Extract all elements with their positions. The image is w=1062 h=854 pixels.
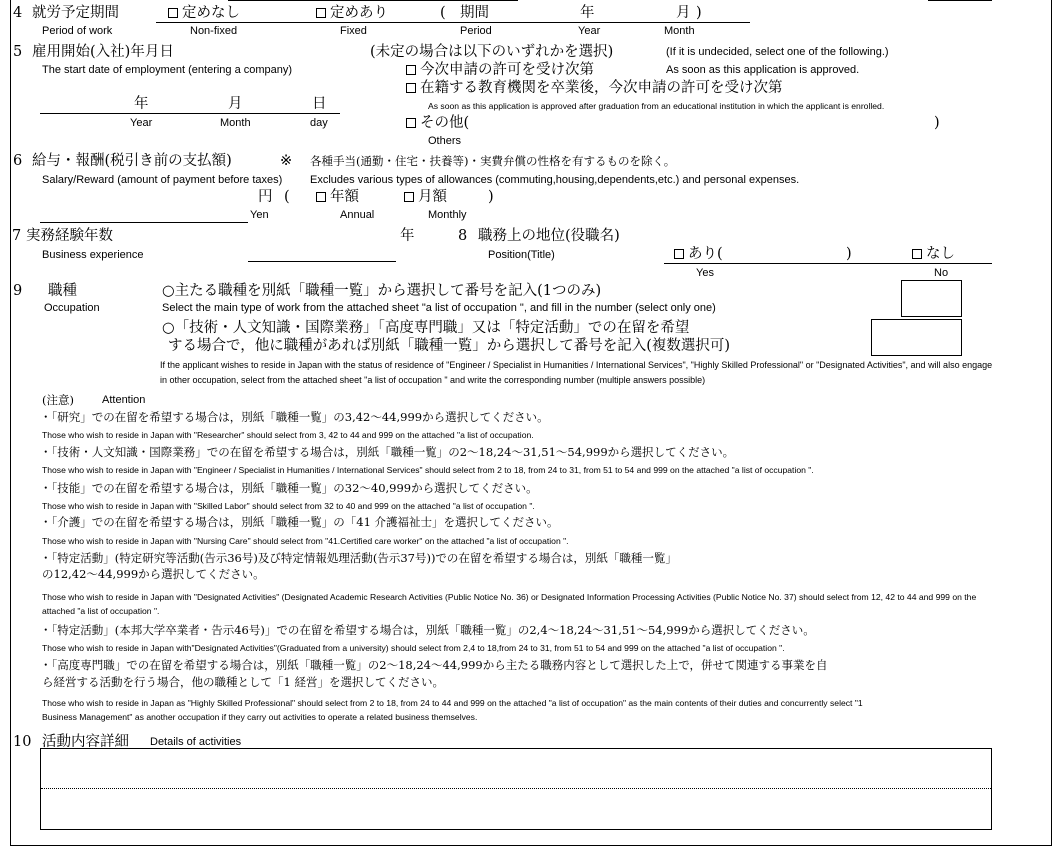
month-label: 月 xyxy=(676,5,691,21)
other-occupation-number-input[interactable] xyxy=(871,319,962,356)
section-title-en: The start date of employment (entering a company) xyxy=(42,64,293,76)
note-highly-skilled-en2: Business Management" as another occupation if they carry out activities to operate a related business themselves. xyxy=(42,712,478,722)
checkbox-square[interactable] xyxy=(316,192,326,202)
annual-label-en: Annual xyxy=(340,209,375,221)
yen-label: 円 xyxy=(258,189,273,205)
form-frame-right xyxy=(1051,0,1052,846)
option-graduation-label-en: As soon as this application is approved after graduation from an educational institution in which the applicant is enrolled. xyxy=(428,101,885,111)
attention-label-en: Attention xyxy=(102,394,146,406)
allowance-note-en: Excludes various types of allowances (commuting,housing,dependents,etc.) and personal expenses. xyxy=(310,174,800,186)
section-title-jp: 実務経験年数 xyxy=(26,228,113,244)
note-nursing-care-jp: ・「介護」での在留を希望する場合は，別紙「職種一覧」の「41 介護福祉士」を選択してください。 xyxy=(40,515,559,529)
note-nursing-care-en: Those who wish to reside in Japan with "Nursing Care" should select from "41.Certified care worker" on the attached "a list of occupation ". xyxy=(42,536,569,546)
section-title-jp: 職種 xyxy=(48,283,77,299)
note-highly-skilled-jp1: ・「高度専門職」での在留を希望する場合は，別紙「職種一覧」の2～18,24～44,999から主たる職務内容として選択した上で，併せて関連する事業を自 xyxy=(40,658,828,672)
nonfixed-label-en: Non-fixed xyxy=(190,25,238,37)
option-approved-label: 今次申請の許可を受け次第 xyxy=(420,62,594,78)
nonfixed-checkbox[interactable] xyxy=(168,6,240,21)
note-researcher-en: Those who wish to reside in Japan with "Researcher" should select from 3, 42 to 44 and 999 on the attached "a list of occupation. xyxy=(42,430,534,440)
note-designated-activities-en2: attached "a list of occupation ". xyxy=(42,606,160,616)
section-number: 6 xyxy=(13,153,23,169)
checkbox-square[interactable] xyxy=(316,8,326,18)
section-number: 5 xyxy=(13,44,23,60)
experience-underline xyxy=(248,261,396,262)
position-number: 8 xyxy=(458,228,468,244)
attention-label-jp: (注意) xyxy=(42,393,74,407)
month-label-en: Month xyxy=(664,25,695,37)
note-designated-activities-en1: Those who wish to reside in Japan with "Designated Activities" (Designated Academic Research Activities (Public Notice No. 36) or Designated Information Processing Activities (Public Notice No. 37) should select from 12, 42 to 44 and 999 on the xyxy=(42,592,977,602)
section-title-en: Period of work xyxy=(42,25,113,37)
form-frame-bottom xyxy=(10,845,1052,846)
other-occupation-instruction-jp1: ○「技術・人文知識・国際業務」「高度専門職」又は「特定活動」での在留を希望 xyxy=(162,320,690,336)
position-yes-checkbox[interactable] xyxy=(674,247,723,262)
checkbox-square[interactable] xyxy=(404,192,414,202)
section-number: 4 xyxy=(13,5,23,21)
option-others-label-en: Others xyxy=(428,135,462,147)
position-no-label: なし xyxy=(926,246,955,262)
option-graduation-label: 在籍する教育機関を卒業後，今次申請の許可を受け次第 xyxy=(420,80,783,96)
option-graduation-checkbox[interactable] xyxy=(406,81,783,96)
position-no-label-en: No xyxy=(934,267,949,279)
year-label-en: Year xyxy=(578,25,601,37)
year-label: 年 xyxy=(580,5,595,21)
checkbox-square[interactable] xyxy=(168,8,178,18)
undecided-note-en: (If it is undecided, select one of the following.) xyxy=(666,46,889,58)
salary-open-paren: ( xyxy=(284,189,290,205)
note-highly-skilled-en1: Those who wish to reside in Japan as "Highly Skilled Professional" should select from 2 to 18, from 24 to 44 and 999 on the attached "a list of occupation" as the main contents of their duties and concurrently select "1 xyxy=(42,698,863,708)
period-close-paren: ) xyxy=(696,5,702,21)
checkbox-square[interactable] xyxy=(406,118,416,128)
experience-year-label: 年 xyxy=(400,228,415,244)
note-highly-skilled-jp2: ら経営する活動を行う場合，他の職種として「1 経営」を選択してください。 xyxy=(42,675,444,689)
option-others-close: ) xyxy=(934,115,940,131)
position-no-checkbox[interactable] xyxy=(912,247,955,262)
top-remnant-line-right xyxy=(928,0,992,1)
salary-close-paren: ) xyxy=(488,189,494,205)
start-day-label: 日 xyxy=(312,96,327,112)
other-occupation-instruction-en1: If the applicant wishes to reside in Japan with the status of residence of "Engineer / Specialist in Humanities / International Services", "Highly Skilled Professional" or "Designated Activities", and will also engage xyxy=(160,360,993,370)
section-title-en: Salary/Reward (amount of payment before taxes) xyxy=(42,174,283,186)
position-yes-label-en: Yes xyxy=(696,267,714,279)
section-number: 7 xyxy=(12,228,22,244)
section-title-jp: 就労予定期間 xyxy=(32,5,119,21)
monthly-label: 月額 xyxy=(418,189,447,205)
note-designated-activities-jp2: の12,42～44,999から選択してください。 xyxy=(42,567,265,581)
form-frame-left xyxy=(10,0,11,846)
period-label-en: Period xyxy=(460,25,492,37)
note-researcher-jp: ・「研究」での在留を希望する場合は，別紙「職種一覧」の3,42～44,999から選択してください。 xyxy=(40,410,549,424)
main-occupation-instruction-jp: ○主たる職種を別紙「職種一覧」から選択して番号を記入(1つのみ) xyxy=(162,283,602,299)
option-approved-checkbox[interactable] xyxy=(406,63,594,78)
section-title-jp: 給与・報酬(税引き前の支払額) xyxy=(32,153,232,169)
position-yes-close: ) xyxy=(846,246,852,262)
main-occupation-instruction-en: Select the main type of work from the attached sheet "a list of occupation ", and fill in the number (select only one) xyxy=(162,302,716,314)
section-title-jp: 活動内容詳細 xyxy=(42,734,129,750)
checkbox-square[interactable] xyxy=(406,65,416,75)
fixed-label: 定めあり xyxy=(330,5,388,21)
note-engineer-en: Those who wish to reside in Japan with "Engineer / Specialist in Humanities / International Services" should select from 2 to 18, from 24 to 31, from 51 to 54 and 999 on the attached "a list of occupation ". xyxy=(42,465,814,475)
allowance-note-jp: 各種手当(通勤・住宅・扶養等)・実費弁償の性格を有するものを除く。 xyxy=(310,154,676,168)
section-title-jp: 雇用開始(入社)年月日 xyxy=(32,44,174,60)
checkbox-square[interactable] xyxy=(406,83,416,93)
annual-checkbox[interactable] xyxy=(316,190,359,205)
option-others-checkbox[interactable] xyxy=(406,116,469,131)
section-title-en: Occupation xyxy=(44,302,100,314)
start-date-underline xyxy=(40,113,340,114)
position-yes-label: あり( xyxy=(688,246,723,262)
checkbox-square[interactable] xyxy=(912,249,922,259)
monthly-checkbox[interactable] xyxy=(404,190,447,205)
note-designated-activities-jp1: ・「特定活動」(特定研究等活動(告示36号)及び特定情報処理活動(告示37号))での在留を希望する場合は，別紙「職種一覧」 xyxy=(40,551,677,565)
position-title-en: Position(Title) xyxy=(488,249,555,261)
note-engineer-jp: ・「技術・人文知識・国際業務」での在留を希望する場合は，別紙「職種一覧」の2～18,24～31,51～54,999から選択してください。 xyxy=(40,445,735,459)
start-day-label-en: day xyxy=(310,117,328,129)
yen-label-en: Yen xyxy=(250,209,269,221)
nonfixed-label: 定めなし xyxy=(182,5,240,21)
period-label: 期間 xyxy=(460,5,489,21)
note-university-graduate-jp: ・「特定活動」(本邦大学卒業者・告示46号)」での在留を希望する場合は，別紙「職種一覧」の2,4～18,24～31,51～54,999から選択してください。 xyxy=(40,623,815,637)
other-occupation-instruction-en2: in other occupation, select from the attached sheet "a list of occupation " and write the corresponding number (multiple answers possible) xyxy=(160,375,706,385)
start-year-label: 年 xyxy=(134,96,149,112)
section-number: 9 xyxy=(13,283,23,299)
position-title-jp: 職務上の地位(役職名) xyxy=(478,228,620,244)
fixed-label-en: Fixed xyxy=(340,25,367,37)
start-year-label-en: Year xyxy=(130,117,153,129)
period-underline xyxy=(156,22,750,23)
section-title-en: Details of activities xyxy=(150,736,242,748)
top-remnant-line xyxy=(228,0,518,1)
start-month-label: 月 xyxy=(228,96,243,112)
section-number: 10 xyxy=(13,734,32,750)
note-skilled-labor-en: Those who wish to reside in Japan with "Skilled Labor" should select from 32 to 40 and 999 on the attached "a list of occupation ". xyxy=(42,501,535,511)
fixed-checkbox[interactable] xyxy=(316,6,388,21)
note-skilled-labor-jp: ・「技能」での在留を希望する場合は，別紙「職種一覧」の32～40,999から選択してください。 xyxy=(40,481,538,495)
option-approved-label-en: As soon as this application is approved. xyxy=(666,64,860,76)
monthly-label-en: Monthly xyxy=(428,209,467,221)
note-university-graduate-en: Those who wish to reside in Japan with"Designated Activities"(Graduated from a university) should select from 2,4 to 18,from 24 to 31, from 51 to 54 and 999 on the attached "a list of occupation ". xyxy=(42,643,785,653)
salary-underline xyxy=(40,222,248,223)
main-occupation-number-input[interactable] xyxy=(901,280,962,317)
option-others-label: その他( xyxy=(420,115,470,131)
start-month-label-en: Month xyxy=(220,117,251,129)
annual-label: 年額 xyxy=(330,189,359,205)
note-mark: ※ xyxy=(280,153,293,169)
period-open-paren: ( xyxy=(440,5,446,21)
section-title-en: Business experience xyxy=(42,249,144,261)
position-underline xyxy=(664,263,992,264)
activity-details-textarea[interactable] xyxy=(40,748,992,830)
other-occupation-instruction-jp2: する場合で，他に職種があれば別紙「職種一覧」から選択して番号を記入(複数選択可) xyxy=(168,338,731,354)
checkbox-square[interactable] xyxy=(674,249,684,259)
undecided-note-jp: (未定の場合は以下のいずれかを選択) xyxy=(370,44,614,60)
activity-details-divider xyxy=(41,788,991,789)
